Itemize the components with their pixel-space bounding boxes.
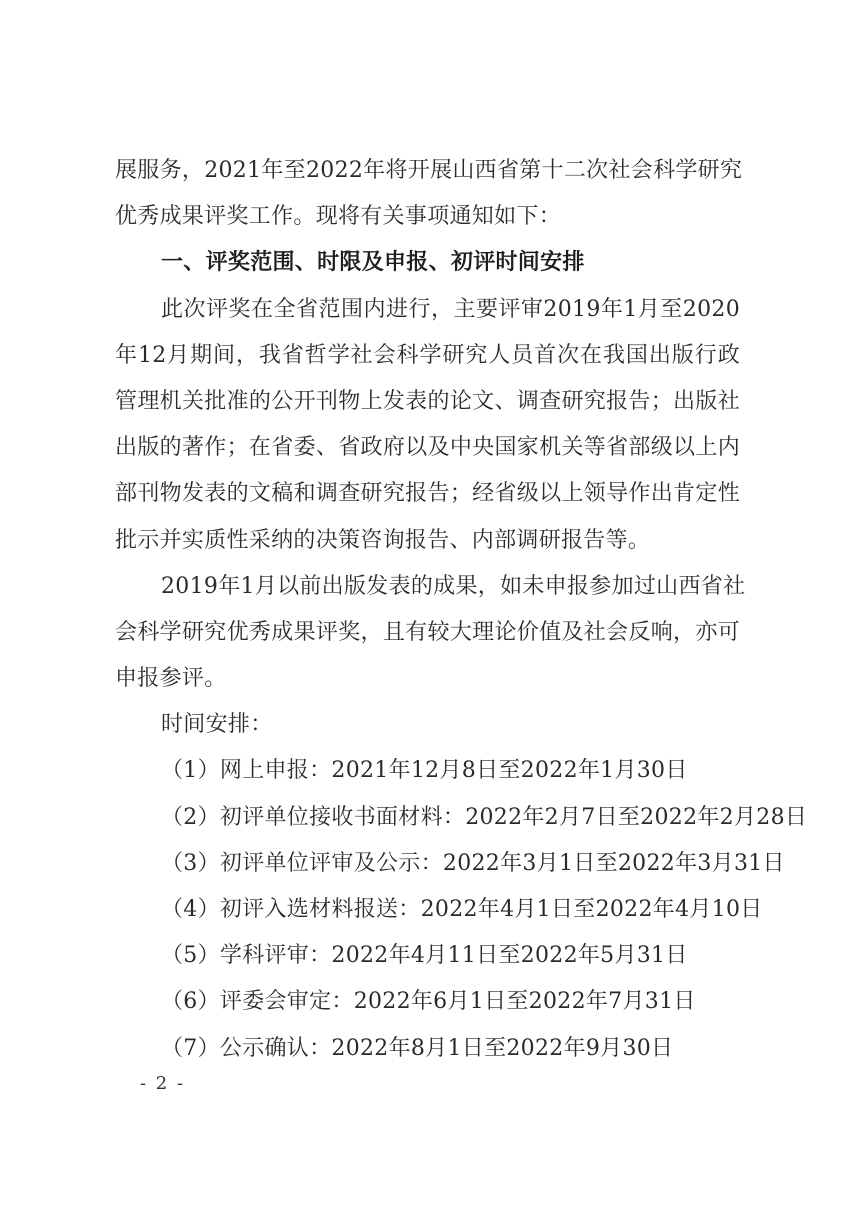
paragraph-line: 管理机关批准的公开刊物上发表的论文、调查研究报告；出版社 <box>115 388 740 414</box>
schedule-item: （5）学科评审：2022年4月11日至2022年5月31日 <box>161 943 688 969</box>
document-body <box>115 148 808 1072</box>
schedule-item: （2）初评单位接收书面材料：2022年2月7日至2022年2月28日 <box>161 804 808 830</box>
intro-line: 优秀成果评奖工作。现将有关事项通知如下： <box>115 204 562 230</box>
section-heading: 一、评奖范围、时限及申报、初评时间安排 <box>161 250 585 276</box>
paragraph-line: 部刊物发表的文稿和调查研究报告；经省级以上领导作出肯定性 <box>115 481 740 507</box>
intro-line: 展服务，2021年至2022年将开展山西省第十二次社会科学研究 <box>115 158 743 183</box>
paragraph-line: 2019年1月以前出版发表的成果，如未申报参加过山西省社 <box>161 573 746 599</box>
paragraph-line: 此次评奖在全省范围内进行，主要评审2019年1月至2020 <box>161 296 740 322</box>
paragraph-line: 会科学研究优秀成果评奖，且有较大理论价值及社会反响，亦可 <box>115 619 740 645</box>
paragraph-line: 批示并实质性采纳的决策咨询报告、内部调研报告等。 <box>115 527 651 553</box>
paragraph-line: 年12月期间，我省哲学社会科学研究人员首次在我国出版行政 <box>115 342 740 368</box>
schedule-item: （4）初评入选材料报送：2022年4月1日至2022年4月10日 <box>161 897 763 922</box>
page-number: - 2 - <box>140 1073 186 1094</box>
schedule-item: （6）评委会审定：2022年6月1日至2022年7月31日 <box>161 989 696 1015</box>
paragraph-line: 申报参评。 <box>115 666 227 692</box>
schedule-label: 时间安排： <box>161 712 273 738</box>
schedule-item: （3）初评单位评审及公示：2022年3月1日至2022年3月31日 <box>161 850 785 876</box>
schedule-item: （7）公示确认：2022年8月1日至2022年9月30日 <box>161 1035 674 1061</box>
paragraph-line: 出版的著作；在省委、省政府以及中央国家机关等省部级以上内 <box>115 435 740 461</box>
schedule-item: （1）网上申报：2021年12月8日至2022年1月30日 <box>161 758 688 784</box>
